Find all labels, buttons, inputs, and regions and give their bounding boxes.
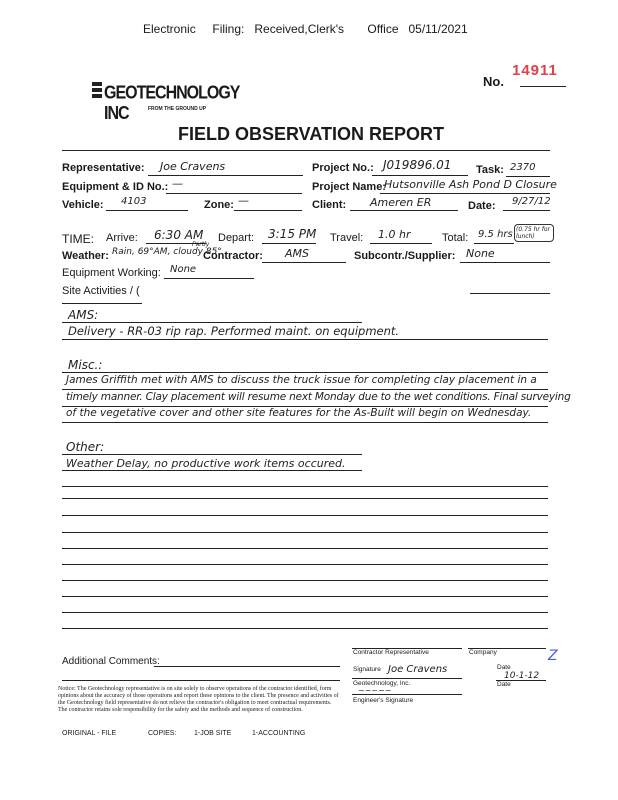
vehicle-label: Vehicle: xyxy=(62,199,104,211)
equipment-working-label: Equipment Working: xyxy=(62,267,161,279)
vehicle-value: 4103 xyxy=(121,196,147,207)
report-number: 14911 xyxy=(512,62,558,79)
page-title: FIELD OBSERVATION REPORT xyxy=(178,124,445,144)
client-label: Client: xyxy=(312,199,347,211)
travel-label: Travel: xyxy=(330,232,364,244)
note-line: Delivery - RR-03 rip rap. Performed maint. on equipment. xyxy=(68,324,400,338)
company-logo xyxy=(90,80,240,124)
equipment-working-value: None xyxy=(170,264,197,275)
total-label: Total: xyxy=(442,232,469,244)
geotech-label: Geotechnology, Inc. xyxy=(353,680,411,687)
note-heading-ams: AMS: xyxy=(68,308,99,322)
date-label-2: Date xyxy=(497,681,511,688)
logo-text: GEOTECHNOLOGY INC xyxy=(104,83,240,124)
note-heading-other: Other: xyxy=(66,440,105,454)
weather-label: Weather: xyxy=(62,250,109,262)
report-number-label: No. xyxy=(483,74,504,89)
weather-note: Partly xyxy=(192,241,210,248)
notice-text: Notice: The Geotechnology representative is on site solely to observe operations of the contractor identified, form opinions about the accuracy of those operations and report these opinions to the client. The presence and activities of the Geotechnology field representative do not relieve the contractor's obligation to meet contractual requirements. The contractor retains sole responsibility for the safety and the methods and sequence of construction. xyxy=(58,686,339,713)
zone-label: Zone: xyxy=(204,199,234,211)
project-name-label: Project Name: xyxy=(312,181,386,193)
time-label: TIME: xyxy=(62,232,94,246)
note-line: Weather Delay, no productive work items occured. xyxy=(66,457,346,470)
distribution-job-site: 1-JOB SITE xyxy=(194,730,232,737)
date-label-1: Date xyxy=(497,664,511,671)
margin-mark: Z xyxy=(548,648,558,664)
site-activities-label: Site Activities / ( xyxy=(62,285,140,297)
total-value: 9.5 hrs xyxy=(478,229,513,240)
filing-stamp: Electronic Filing: Received,Clerk's Office 05/11/2021 xyxy=(143,22,468,36)
project-name-value: Hutsonville Ash Pond D Closure xyxy=(384,178,557,191)
representative-label: Representative: xyxy=(62,162,145,174)
note-line: timely manner. Clay placement will resume next Monday due to the wet conditions. Final surveying xyxy=(66,391,571,403)
distribution-original: ORIGINAL - FILE xyxy=(62,730,117,737)
signed-date: 10-1-12 xyxy=(504,671,540,681)
contractor-rep-label: Contractor Representative xyxy=(353,649,429,656)
subcontr-label: Subcontr./Supplier: xyxy=(354,250,456,262)
project-no-value: J019896.01 xyxy=(383,158,452,172)
depart-value: 3:15 PM xyxy=(268,227,317,241)
task-label: Task: xyxy=(476,164,504,176)
total-lunch-note: (0.75 hr for lunch) xyxy=(514,224,554,242)
logo-tagline: FROM THE GROUND UP xyxy=(148,106,207,112)
distribution-copies: COPIES: xyxy=(148,730,177,737)
additional-comments-label: Additional Comments: xyxy=(62,656,160,667)
arrive-label: Arrive: xyxy=(106,232,138,244)
subcontr-value: None xyxy=(466,247,495,260)
company-label: Company xyxy=(469,649,497,656)
note-line: James Griffith met with AMS to discuss the truck issue for completing clay placement in a xyxy=(66,374,537,386)
distribution-accounting: 1-ACCOUNTING xyxy=(252,730,306,737)
engineer-signature-label: Engineer's Signature xyxy=(353,697,414,704)
signature-label: Signature xyxy=(353,666,381,673)
travel-value: 1.0 hr xyxy=(378,228,411,241)
project-no-label: Project No.: xyxy=(312,162,374,174)
date-label: Date: xyxy=(468,200,496,212)
zone-value: — xyxy=(238,194,249,207)
equipment-id-label: Equipment & ID No.: xyxy=(62,181,169,193)
depart-label: Depart: xyxy=(218,232,255,244)
note-heading-misc: Misc.: xyxy=(68,358,103,372)
contractor-label: Contractor: xyxy=(203,250,263,262)
equipment-id-value: — xyxy=(172,177,183,190)
contractor-value: AMS xyxy=(285,247,309,260)
note-line: of the vegetative cover and other site features for the As-Built will begin on Wednesday. xyxy=(66,407,532,419)
task-value: 2370 xyxy=(510,162,536,173)
representative-value: Joe Cravens xyxy=(160,160,226,173)
arrive-value: 6:30 AM xyxy=(154,228,204,242)
weather-value: Rain, 69°AM, cloudy 85° xyxy=(112,247,222,257)
engineer-signature-mark: ~~~~~ xyxy=(358,686,392,695)
date-value: 9/27/12 xyxy=(512,196,551,207)
signature-value: Joe Cravens xyxy=(388,664,448,675)
client-value: Ameren ER xyxy=(370,196,432,209)
